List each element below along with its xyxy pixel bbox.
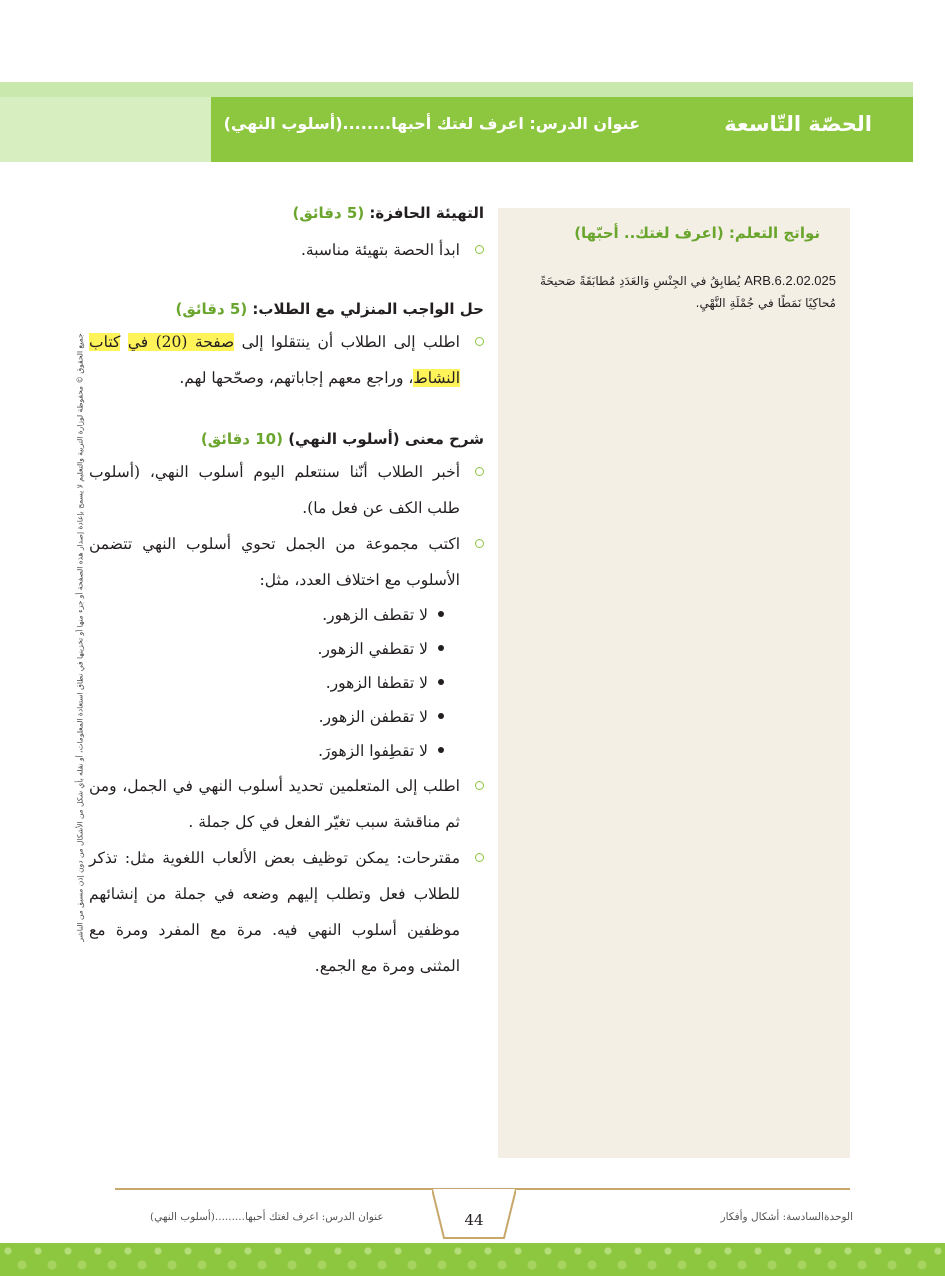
- copyright-notice: جميع الحقوق © محفوظة لوزارة التربية والتعليم لا يسمح بإعادة إصدار هذه الصفحة أو جزء منها أو تخزينها في نطاق استعادة المعلومات، أو نقله بأي شكل من الأشكال من دون إذن مسبق من الناشر: [75, 333, 85, 942]
- bullet-dot-icon: [438, 679, 444, 685]
- example-text: لا تقطفي الزهور.: [317, 640, 428, 658]
- bullet-circle-icon: [475, 467, 484, 476]
- bullet-circle-icon: [475, 853, 484, 862]
- decorative-bottom-band: [0, 1243, 945, 1276]
- page-number: 44: [464, 1211, 484, 1229]
- bullet-circle-icon: [475, 781, 484, 790]
- bullet-circle-icon: [475, 539, 484, 548]
- learning-outcomes-panel: [498, 208, 850, 1158]
- list-item: [89, 454, 484, 526]
- lesson-title: عنوان الدرس: اعرف لغتك أحبها........(أسلوب النهي): [223, 114, 640, 133]
- example-item: [89, 700, 484, 734]
- list-item: [89, 232, 484, 268]
- highlighted-page-ref: صفحة (20) في: [127, 333, 235, 351]
- list-item: [89, 324, 484, 396]
- list-item: [89, 768, 484, 840]
- example-text: لا تقطفا الزهور.: [325, 674, 428, 692]
- item-text-start: اطلب إلى الطلاب أن ينتقلوا إلى: [241, 333, 460, 351]
- section-duration: (10 دقائق): [200, 430, 283, 448]
- example-text: لا تقطِفوا الزهورَ.: [318, 742, 428, 760]
- bullet-circle-icon: [475, 337, 484, 346]
- footer-lesson: عنوان الدرس: اعرف لغتك أحبها.........(أسلوب النهي): [150, 1211, 384, 1223]
- lesson-plan: [89, 204, 484, 984]
- bullet-dot-icon: [438, 645, 444, 651]
- examples-list: [89, 598, 484, 768]
- item-text: اكتب مجموعة من الجمل تحوي أسلوب النهي تتضمن الأسلوب مع اختلاف العدد، مثل:: [89, 535, 460, 589]
- section-title: حل الواجب المنزلي مع الطلاب:: [252, 300, 484, 318]
- example-text: لا تقطف الزهور.: [322, 606, 428, 624]
- bullet-dot-icon: [438, 747, 444, 753]
- item-text: اطلب إلى المتعلمين تحديد أسلوب النهي في الجمل، ومن ثم مناقشة سبب تغيّر الفعل في كل جملة .: [89, 777, 460, 831]
- item-text: ابدأ الحصة بتهيئة مناسبة.: [300, 241, 460, 259]
- outcome-statement: [511, 270, 836, 314]
- example-item: [89, 666, 484, 700]
- footer-unit: الوحدةالسادسة: أشكال وأفكار: [720, 1211, 853, 1223]
- example-item: [89, 632, 484, 666]
- section-heading-warmup: [89, 204, 484, 222]
- list-item: [89, 840, 484, 984]
- outcomes-title: نواتج التعلم: (اعرف لغتك.. أحبّها): [574, 224, 820, 242]
- item-text: مقترحات: يمكن توظيف بعض الألعاب اللغوية مثل: تذكر للطلاب فعل وتطلب إليهم وضعه في جملة من إنشائهم موظفين أسلوب النهي فيه. مرة مع المفرد ومرة مع المثنى ومرة مع الجمع.: [89, 849, 460, 975]
- bullet-dot-icon: [438, 713, 444, 719]
- header-band-top: [0, 82, 913, 97]
- bullet-dot-icon: [438, 611, 444, 617]
- section-duration: (5 دقائق): [175, 300, 248, 318]
- section-title: التهيئة الحافزة:: [369, 204, 484, 222]
- section-title: شرح معنى (أسلوب النهي): [288, 430, 484, 448]
- bullet-circle-icon: [475, 245, 484, 254]
- outcome-text: يُطابِقُ في الجِنْسِ وَالعَدَدِ مُطابَقَةً صَحيحَةً مُحاكِيًا نَمَطًا في جُمْلَةِ النَّهْيِ.: [539, 274, 836, 310]
- list-item: [89, 526, 484, 598]
- section-heading-homework: [89, 300, 484, 318]
- section-duration: (5 دقائق): [292, 204, 365, 222]
- highlighted-book-ref: كتاب النشاط: [89, 333, 460, 387]
- outcome-code: ARB.6.2.02.025: [744, 273, 836, 288]
- item-text: أخبر الطلاب أنّنا سنتعلم اليوم أسلوب النهي، (أسلوب طلب الكف عن فعل ما).: [89, 463, 460, 517]
- example-text: لا تقطفن الزهور.: [318, 708, 428, 726]
- item-text-end: ، وراجع معهم إجاباتهم، وصحّحها لهم.: [179, 369, 414, 387]
- section-heading-explanation: [89, 430, 484, 448]
- session-title: الحصّة التّاسعة: [724, 112, 872, 136]
- example-item: [89, 598, 484, 632]
- example-item: [89, 734, 484, 768]
